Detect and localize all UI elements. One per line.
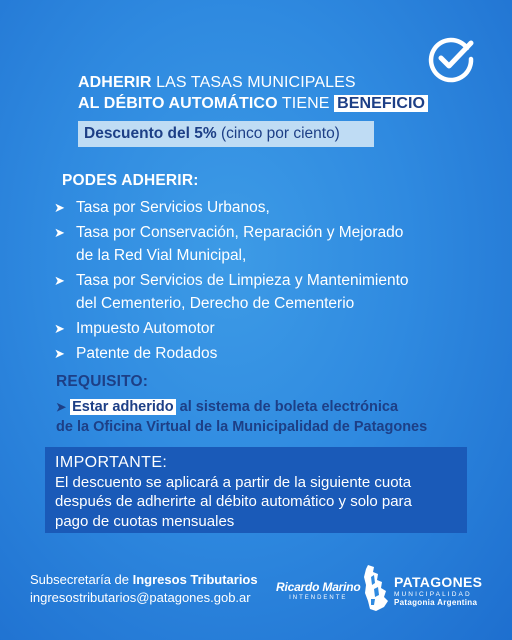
arrow-bullet-icon: ➤ [54,225,65,240]
importante-title: IMPORTANTE: [55,454,168,471]
arrow-bullet-icon: ➤ [54,273,65,288]
requisito-highlight: Estar adherido [72,399,174,415]
list-item: ➤ Tasa por Servicios de Limpieza y Mantenimiento del Cementerio, Derecho de Cementerio [54,269,474,315]
discount-banner: Descuento del 5% (cinco por ciento) [78,121,374,147]
list-item: ➤ Tasa por Conservación, Reparación y Mejorado de la Red Vial Municipal, [54,221,474,267]
list-item: ➤ Impuesto Automotor [54,317,474,340]
podes-adherir-title: PODES ADHERIR: [62,172,199,189]
requisito-title: REQUISITO: [56,373,149,390]
headline-line-2: AL DÉBITO AUTOMÁTICO TIENE BENEFICIO [78,93,428,114]
list-item: ➤ Patente de Rodados [54,342,474,365]
arrow-bullet-icon: ➤ [56,400,67,414]
list-item: ➤ Tasa por Servicios Urbanos, [54,196,474,219]
check-circle-icon [426,34,476,84]
arrow-bullet-icon: ➤ [54,200,65,215]
tax-list [54,196,474,367]
arrow-bullet-icon: ➤ [54,346,65,361]
contact-email: ingresostributarios@patagones.gob.ar [30,590,251,605]
requisito-text: ➤ Estar adherido al sistema de boleta electrónica de la Oficina Virtual de la Municipalidad de Patagones [56,399,428,435]
patagones-logo: PATAGONES MUNICIPALIDAD Patagonia Argentina [394,574,483,607]
arrow-bullet-icon: ➤ [54,321,65,336]
headline [78,72,428,114]
department-name: Subsecretaría de Ingresos Tributarios [30,572,258,587]
mayor-signature: Ricardo Marino INTENDENTE [276,580,361,601]
importante-box: IMPORTANTE: El descuento se aplicará a partir de la siguiente cuota después de adherirte al débito automático y solo para pago de cuotas mensuales [45,447,467,533]
patagones-emblem-icon [362,563,390,613]
beneficio-badge: BENEFICIO [334,95,428,112]
footer-contact [30,571,258,607]
headline-line-1: ADHERIR LAS TASAS MUNICIPALES [78,74,356,91]
